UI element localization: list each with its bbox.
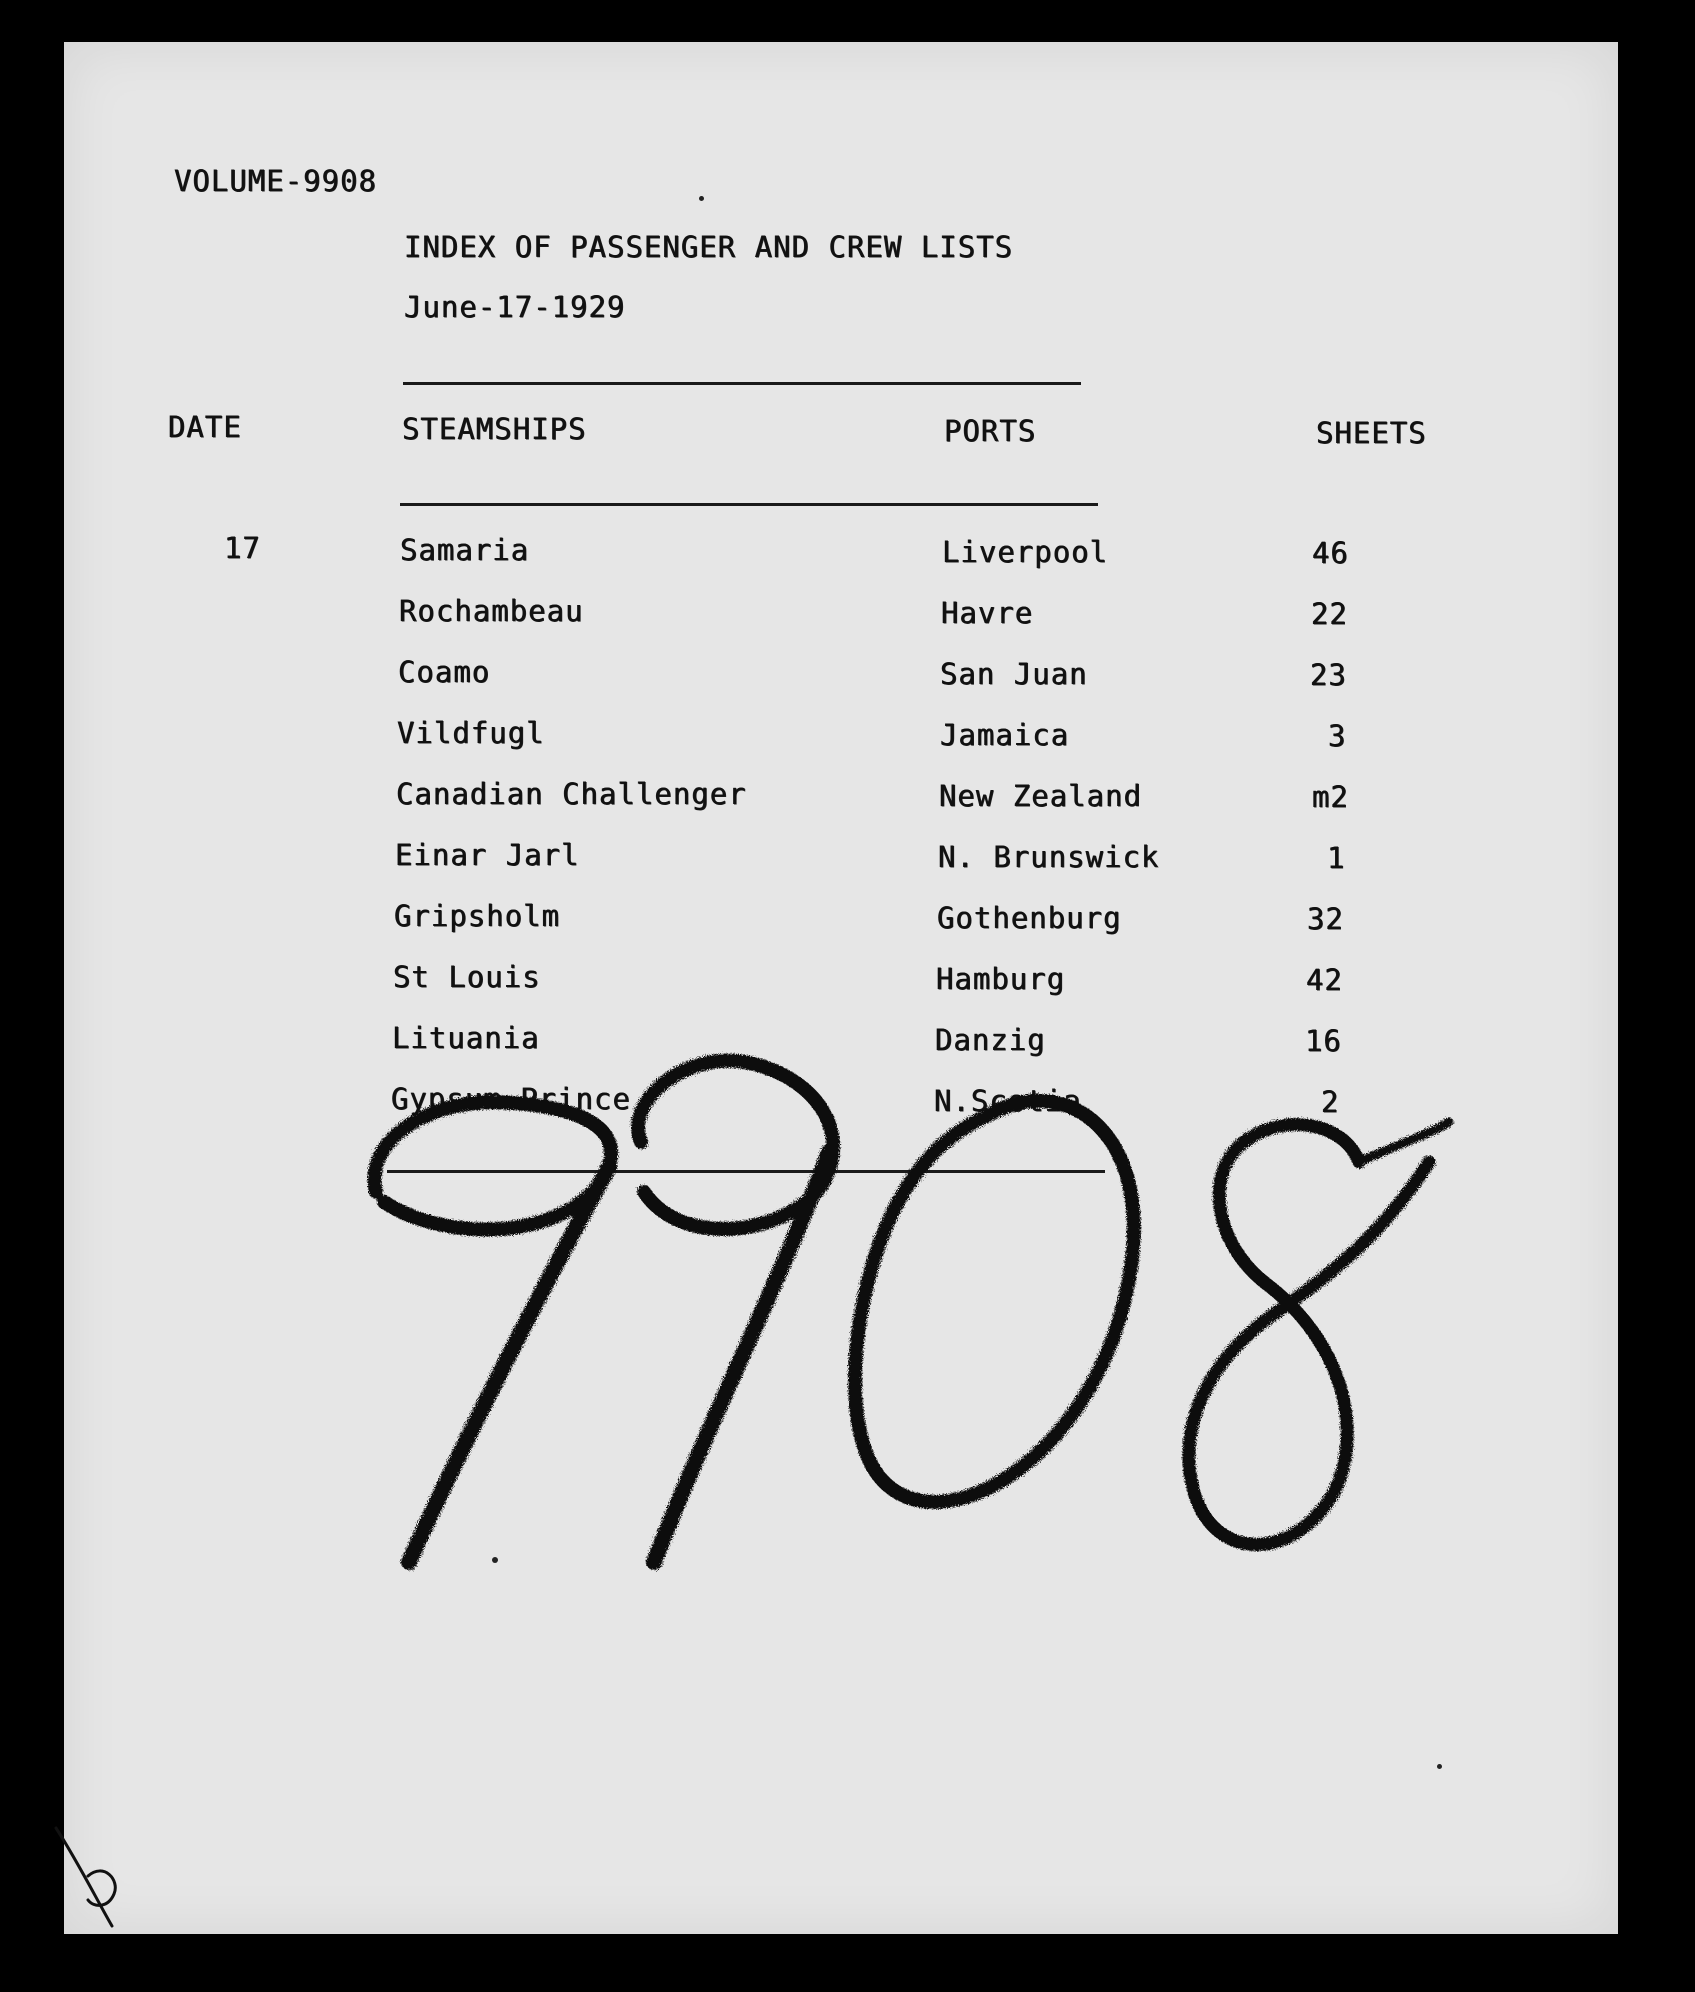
row-ship: Coamo: [398, 655, 491, 689]
volume-label: VOLUME-9908: [174, 164, 378, 198]
row-sheets: 22: [1311, 597, 1348, 631]
document-page: [64, 42, 1618, 1934]
date-line: June-17-1929: [404, 290, 626, 324]
row-ship: Samaria: [400, 533, 530, 567]
row-ship: Einar Jarl: [395, 838, 580, 872]
row-sheets: 42: [1306, 963, 1343, 997]
column-header-ports: PORTS: [944, 414, 1037, 448]
row-ship: Gypsum Prince: [391, 1082, 631, 1116]
row-sheets: 3: [1328, 719, 1347, 753]
row-sheets: 23: [1310, 658, 1347, 692]
row-port: N.Scotia: [934, 1084, 1082, 1118]
row-sheets: 2: [1321, 1085, 1340, 1119]
row-sheets: 46: [1312, 536, 1349, 570]
row-ship: Canadian Challenger: [396, 777, 747, 811]
column-header-steamships: STEAMSHIPS: [402, 412, 587, 446]
row-ship: Gripsholm: [394, 899, 561, 933]
column-header-sheets: SHEETS: [1316, 416, 1427, 450]
row-port: Liverpool: [942, 535, 1109, 569]
row-ship: St Louis: [393, 960, 541, 994]
row-port: Havre: [941, 596, 1034, 630]
document-title: INDEX OF PASSENGER AND CREW LISTS: [404, 230, 1014, 264]
ink-speck: [1437, 1764, 1442, 1769]
ink-speck: [699, 196, 704, 201]
row-port: N. Brunswick: [938, 840, 1160, 874]
row-sheets: 32: [1307, 902, 1344, 936]
row-port: Danzig: [935, 1023, 1046, 1057]
pencil-check-mark: [48, 1822, 138, 1932]
row-ship: Rochambeau: [399, 594, 584, 628]
row-sheets: 1: [1327, 841, 1346, 875]
row-ship: Vildfugl: [397, 716, 545, 750]
row-sheets: 16: [1305, 1024, 1342, 1058]
row-port: Gothenburg: [937, 901, 1122, 935]
row-sheets: m2: [1312, 780, 1349, 814]
row-port: Hamburg: [936, 962, 1066, 996]
row-date: 17: [224, 531, 261, 565]
column-header-date: DATE: [168, 410, 242, 444]
ink-speck: [492, 1557, 498, 1563]
handwritten-volume-number: [64, 42, 1618, 1934]
row-port: New Zealand: [939, 779, 1143, 813]
row-ship: Lituania: [392, 1021, 540, 1055]
row-port: Jamaica: [940, 718, 1070, 752]
row-port: San Juan: [940, 657, 1088, 691]
